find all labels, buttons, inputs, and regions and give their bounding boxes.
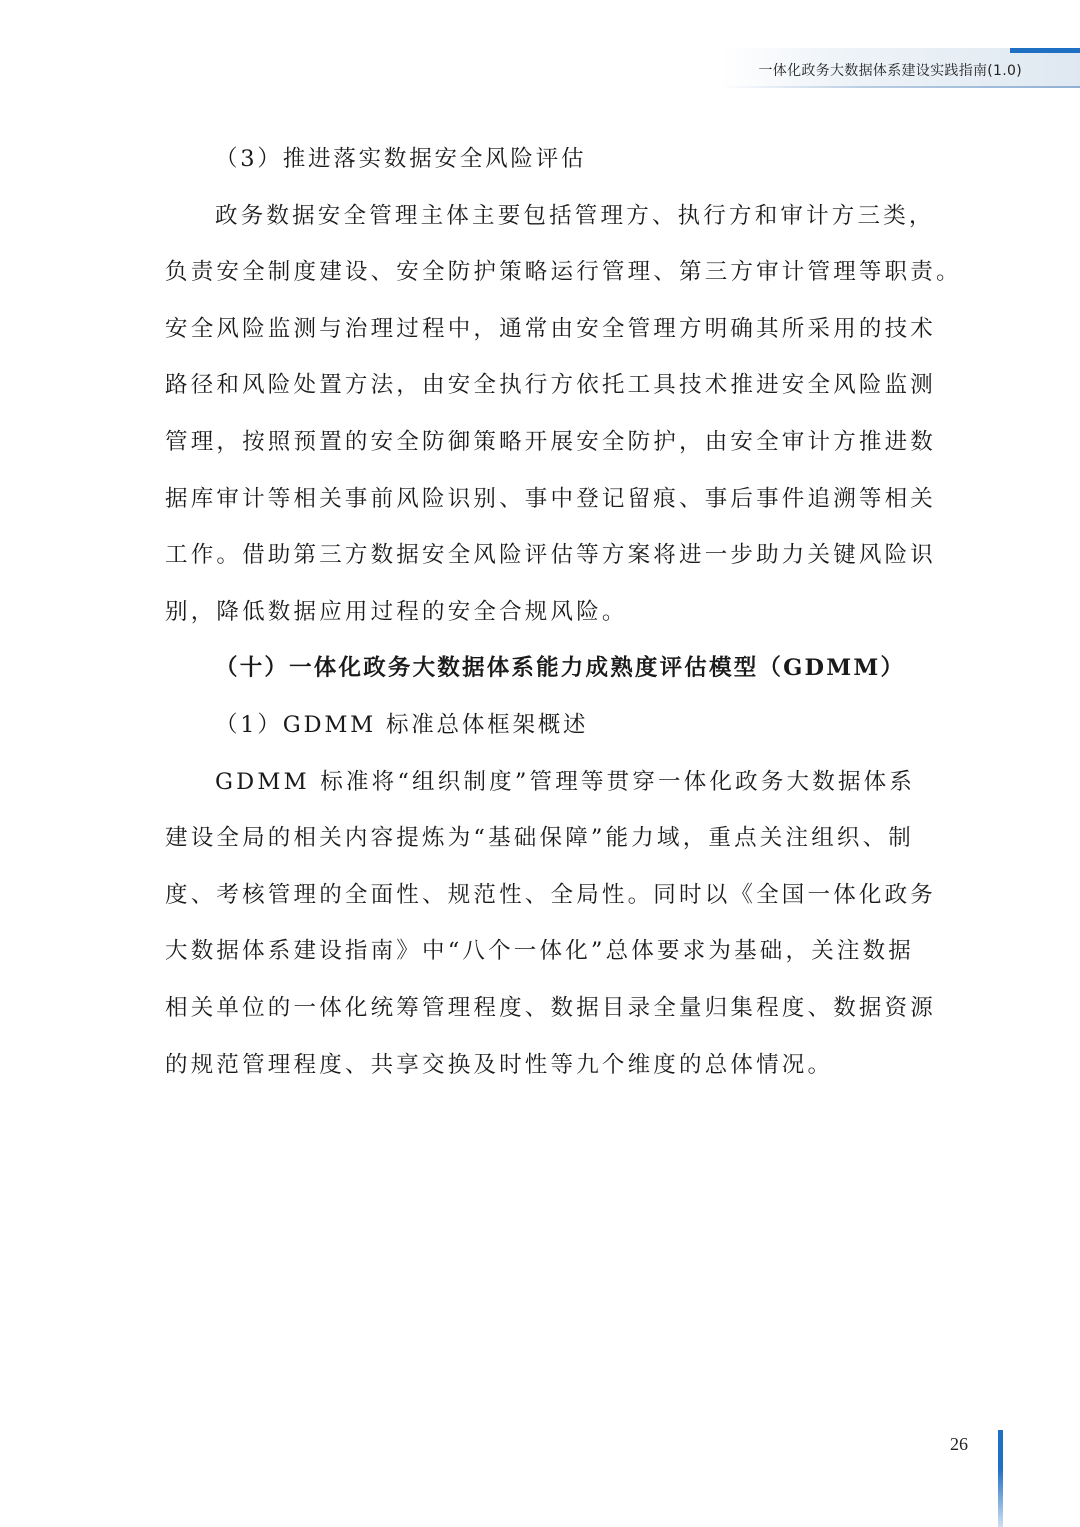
- header-accent-bar: [1010, 48, 1080, 53]
- paragraph-line: 建设全局的相关内容提炼为“基础保障”能力域，重点关注组织、制: [165, 825, 915, 852]
- page-number: 26: [950, 1434, 968, 1454]
- header-rule: [720, 86, 1080, 88]
- paragraph-line: 安全风险监测与治理过程中，通常由安全管理方明确其所采用的技术: [165, 315, 937, 342]
- paragraph-line: 大数据体系建设指南》中“八个一体化”总体要求为基础，关注数据: [165, 938, 915, 965]
- paragraph-line: 相关单位的一体化统筹管理程度、数据目录全量归集程度、数据资源: [165, 994, 937, 1021]
- footer-accent-bar: [998, 1430, 1003, 1527]
- paragraph-line: 别，降低数据应用过程的安全合规风险。: [165, 598, 628, 625]
- paragraph-line: 度、考核管理的全面性、规范性、全局性。同时以《全国一体化政务: [165, 881, 937, 908]
- paragraph-line: 据库审计等相关事前风险识别、事中登记留痕、事后事件追溯等相关: [165, 485, 937, 512]
- subsection-heading-3: （3）推进落实数据安全风险评估: [215, 146, 587, 172]
- paragraph-line: 的规范管理程度、共享交换及时性等九个维度的总体情况。: [165, 1051, 834, 1078]
- paragraph-line: 管理，按照预置的安全防御策略开展安全防护，由安全审计方推进数: [165, 428, 937, 455]
- paragraph-line: 工作。借助第三方数据安全风险评估等方案将进一步助力关键风险识: [165, 542, 937, 569]
- paragraph-line: 负责安全制度建设、安全防护策略运行管理、第三方审计管理等职责。: [165, 259, 962, 286]
- section-heading-ten: （十）一体化政务大数据体系能力成熟度评估模型（GDMM）: [215, 655, 906, 682]
- paragraph-line: 政务数据安全管理主体主要包括管理方、执行方和审计方三类，: [215, 202, 935, 229]
- paragraph-line: GDMM 标准将“组织制度”管理等贯穿一体化政务大数据体系: [215, 768, 916, 795]
- subsection-heading-1: （1）GDMM 标准总体框架概述: [215, 711, 589, 738]
- paragraph-line: 路径和风险处置方法，由安全执行方依托工具技术推进安全风险监测: [165, 372, 937, 399]
- running-header-title: 一体化政务大数据体系建设实践指南(1.0): [758, 63, 1022, 79]
- page-body: [165, 131, 962, 1093]
